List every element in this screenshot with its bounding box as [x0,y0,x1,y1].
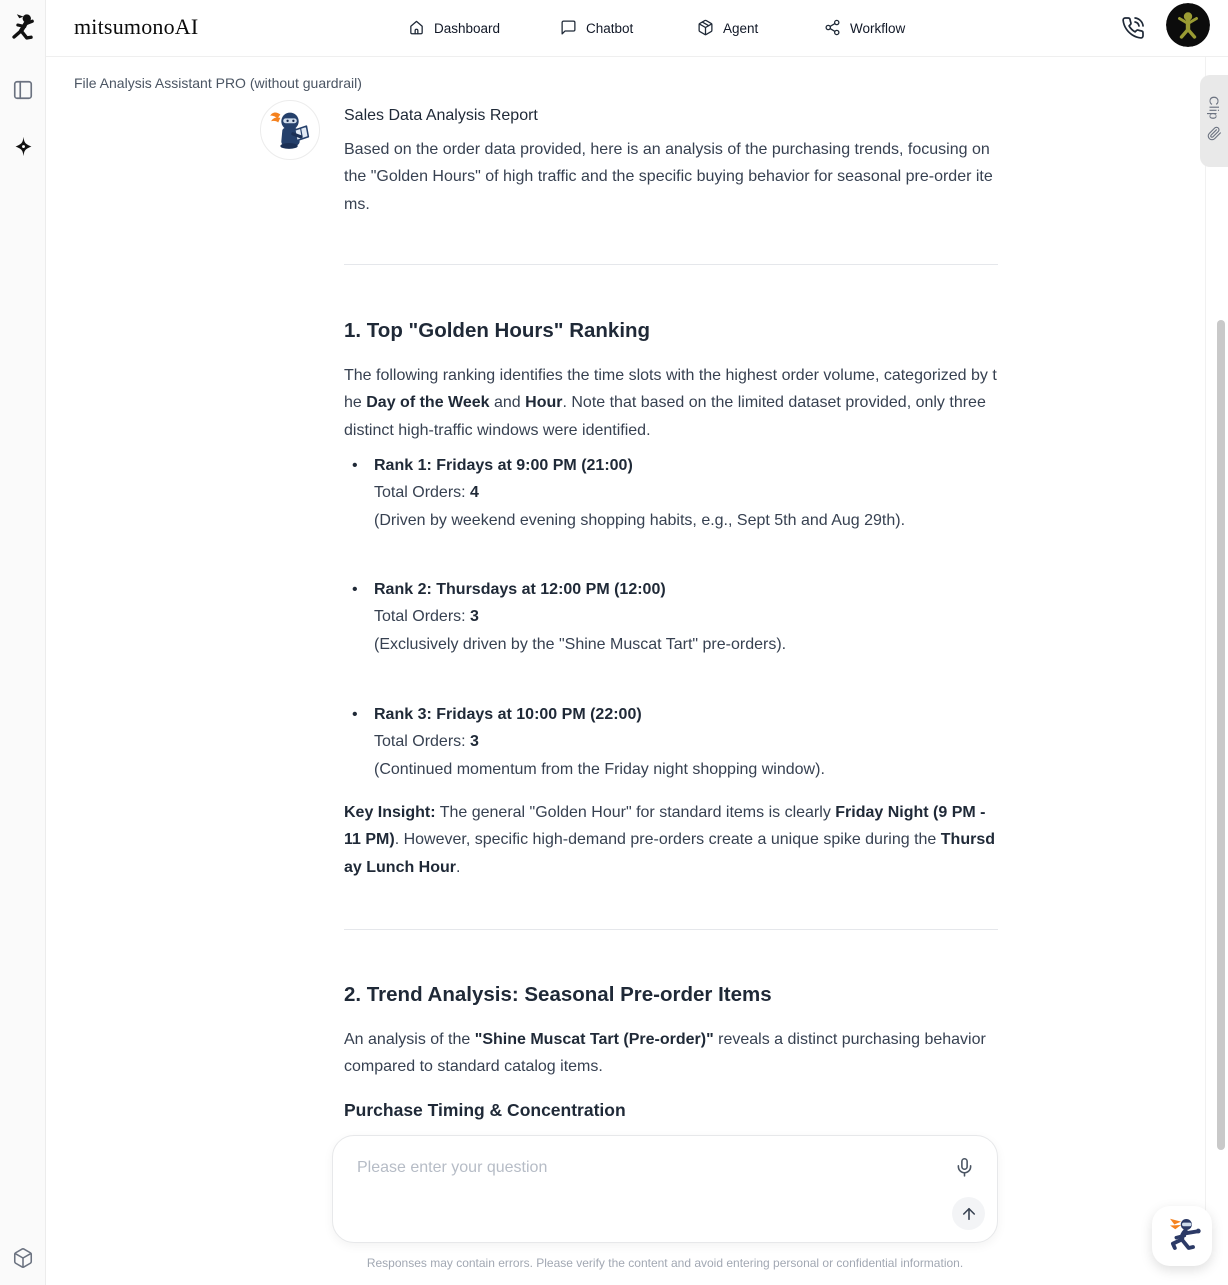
bullet-marker: • [352,706,358,723]
paperclip-icon [1207,126,1222,146]
send-button[interactable] [952,1197,985,1230]
sidebar-toggle-icon[interactable] [9,76,37,104]
assistant-name-label: File Analysis Assistant PRO (without guardrail) [74,75,362,91]
app-logo-ninja-icon[interactable] [5,8,41,48]
nav-label: Agent [723,21,759,36]
clip-side-tab[interactable] [1200,75,1228,167]
report-intro-paragraph: Based on the order data provided, here is an analysis of the purchasing trends, focusing on the "Golden Hours" of high traffic and the specific buying behavior for seasonal pre-order items. [344,141,993,213]
nav-label: Chatbot [586,21,634,36]
divider [344,264,998,265]
nav-label: Dashboard [434,21,501,36]
home-icon [408,19,425,39]
nav-item-dashboard[interactable] [408,0,500,57]
assistant-avatar-ninja-icon [260,100,320,160]
disclaimer-text: Responses may contain errors. Please verify the content and avoid entering personal or confidential information. [366,1256,964,1270]
nav-item-chatbot[interactable] [560,0,633,57]
microphone-icon[interactable] [951,1154,977,1180]
rank-list-item: • Rank 3: Fridays at 10:00 PM (22:00) Total Orders: 3 (Continued momentum from the Friday night shopping window). [344,701,998,783]
section2-subheading: Purchase Timing & Concentration [344,1100,626,1120]
question-composer[interactable] [332,1135,998,1243]
top-navigation-bar [46,0,1228,57]
bullet-marker: • [352,457,358,474]
section2-intro-paragraph: An analysis of the "Shine Muscat Tart (Pre-order)" reveals a distinct purchasing behavior compared to standard catalog items. [344,1031,986,1076]
section1-intro-paragraph: The following ranking identifies the time slots with the highest order volume, categorized by the Day of the Week and Hour. Note that based on the limited dataset provided, only three distinct high-traffic windows were identified. [344,367,997,439]
scrollbar-thumb[interactable] [1217,320,1225,1150]
clip-tab-label: Clip [1206,95,1222,120]
section1-heading: 1. Top "Golden Hours" Ranking [344,319,651,342]
question-input[interactable] [357,1154,917,1182]
assistant-message-body [344,0,998,1285]
assistant-fab-ninja-icon[interactable] [1152,1206,1212,1266]
section2-heading: 2. Trend Analysis: Seasonal Pre-order Items [344,983,772,1006]
share-nodes-icon [824,19,841,39]
divider [344,929,998,930]
brand-wordmark[interactable]: mitsumonoAI [74,14,199,39]
rank-list-item: • Rank 2: Thursdays at 12:00 PM (12:00) Total Orders: 3 (Exclusively driven by the "Shine Muscat Tart" pre-orders). [344,576,998,658]
key-insight-paragraph: Key Insight: The general "Golden Hour" for standard items is clearly Friday Night (9 PM - 11 PM). However, specific high-demand pre-orders create a unique spike during the Thursday Lunch Hour. [344,804,995,876]
report-title: Sales Data Analysis Report [344,107,538,124]
sparkle-icon[interactable] [9,132,37,160]
left-rail [0,0,46,1285]
package-icon [697,19,714,39]
phone-call-icon[interactable] [1118,13,1148,43]
nav-item-workflow[interactable] [824,0,905,57]
bullet-marker: • [352,581,358,598]
nav-label: Workflow [850,21,906,36]
chat-bubble-icon [560,19,577,39]
nav-item-agent[interactable] [697,0,758,57]
cube-icon[interactable] [9,1244,37,1272]
scroll-track [1205,57,1206,1242]
rank-list-item: • Rank 1: Fridays at 9:00 PM (21:00) Total Orders: 4 (Driven by weekend evening shopping habits, e.g., Sept 5th and Aug 29th). [344,452,998,534]
user-avatar[interactable] [1166,3,1210,47]
